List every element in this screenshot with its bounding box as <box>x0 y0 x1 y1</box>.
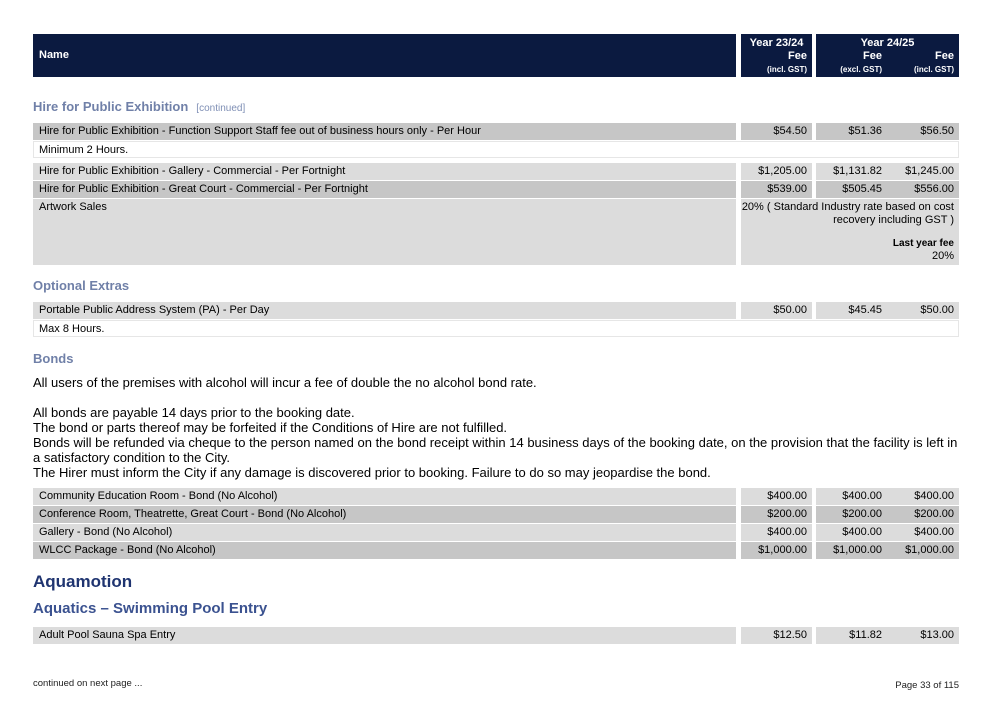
continued-label: [continued] <box>196 103 246 114</box>
table-header-year-2324 <box>741 34 812 77</box>
row-name: Portable Public Address System (PA) - Per Day <box>39 304 270 316</box>
row-fee-2324: $50.00 <box>773 304 807 316</box>
row-name: Hire for Public Exhibition - Gallery - Commercial - Per Fortnight <box>39 165 346 177</box>
row-fee-2324: $1,205.00 <box>758 165 807 177</box>
artwork-desc-line2: recovery including GST ) <box>833 214 954 226</box>
header-year2-sub-incl: (incl. GST) <box>914 65 954 74</box>
header-year2-fee-incl: Fee <box>935 50 954 62</box>
row-fee-2324: $54.50 <box>773 125 807 137</box>
artwork-sales-row <box>33 199 736 265</box>
bonds-paragraph-2: All bonds are payable 14 days prior to the booking date. <box>33 405 355 420</box>
bonds-paragraph-3: The bond or parts thereof may be forfeited if the Conditions of Hire are not fulfilled. <box>33 420 508 435</box>
row-fee-incl: $1,000.00 <box>905 544 954 556</box>
heading-aquatics-pool-entry: Aquatics – Swimming Pool Entry <box>33 600 268 617</box>
row-name: Hire for Public Exhibition - Function Support Staff fee out of business hours only - Per Hour <box>39 125 481 137</box>
row-fee-excl: $11.82 <box>849 629 882 641</box>
row-fee-excl: $400.00 <box>842 526 882 538</box>
artwork-sales-name: Artwork Sales <box>39 201 107 213</box>
last-year-fee-label: Last year fee <box>892 238 954 249</box>
heading-aquamotion: Aquamotion <box>33 572 133 591</box>
section-title-hire-text: Hire for Public Exhibition <box>33 99 189 114</box>
artwork-sales-fee <box>741 199 959 265</box>
row-fee-excl: $1,131.82 <box>833 165 882 177</box>
row-note-text: Max 8 Hours. <box>39 323 105 335</box>
row-fee-incl: $13.00 <box>920 629 954 641</box>
header-name-label: Name <box>39 49 69 61</box>
bonds-paragraph-4: Bonds will be refunded via cheque to the person named on the bond receipt within 14 business days of the booking date, on the provision that the facility is left in a satisfactory condition to the City. <box>33 435 958 465</box>
row-fee-2324: $400.00 <box>767 526 807 538</box>
bonds-paragraph-1: All users of the premises with alcohol will incur a fee of double the no alcohol bond rate. <box>33 375 537 390</box>
artwork-desc-line1: 20% ( Standard Industry rate based on cost <box>741 201 954 213</box>
row-fee-incl: $50.00 <box>920 304 954 316</box>
row-fee-2324: $539.00 <box>767 183 807 195</box>
row-fee-excl: $45.45 <box>848 304 882 316</box>
row-fee-excl: $505.45 <box>842 183 882 195</box>
header-year1-fee: Fee <box>788 50 807 62</box>
row-name: Conference Room, Theatrette, Great Court - Bond (No Alcohol) <box>39 508 347 520</box>
footer-continued: continued on next page ... <box>33 678 143 689</box>
row-name: Adult Pool Sauna Spa Entry <box>39 629 176 641</box>
row-fee-excl: $1,000.00 <box>833 544 882 556</box>
row-fee-incl: $200.00 <box>914 508 954 520</box>
header-year2-label: Year 24/25 <box>860 37 915 49</box>
row-fee-excl: $200.00 <box>842 508 882 520</box>
row-note <box>33 320 959 337</box>
bonds-paragraph-5: The Hirer must inform the City if any damage is discovered prior to booking. Failure to do so may jeopardise the bond. <box>33 465 711 480</box>
row-name: Gallery - Bond (No Alcohol) <box>39 526 173 538</box>
header-year1-label: Year 23/24 <box>749 37 804 49</box>
header-year1-sub: (incl. GST) <box>767 65 807 74</box>
row-name: WLCC Package - Bond (No Alcohol) <box>39 544 216 556</box>
row-name: Hire for Public Exhibition - Great Court - Commercial - Per Fortnight <box>39 183 368 195</box>
row-fee-2324: $200.00 <box>767 508 807 520</box>
row-fee-2324: $12.50 <box>773 629 807 641</box>
section-title-bonds-text: Bonds <box>33 351 74 366</box>
row-fee-2324: $1,000.00 <box>758 544 807 556</box>
row-fee-incl: $400.00 <box>914 490 954 502</box>
row-fee-excl: $400.00 <box>842 490 882 502</box>
row-fee-incl: $1,245.00 <box>905 165 954 177</box>
last-year-fee-value: 20% <box>931 250 954 262</box>
section-title-bonds <box>33 351 73 366</box>
row-note <box>33 141 959 158</box>
header-year2-sub-excl: (excl. GST) <box>840 65 882 74</box>
row-fee-incl: $556.00 <box>914 183 954 195</box>
section-title-optional-text: Optional Extras <box>33 278 130 293</box>
row-fee-2324: $400.00 <box>767 490 807 502</box>
header-year2-fee-excl: Fee <box>863 50 882 62</box>
table-header-name <box>33 34 736 77</box>
section-title-hire <box>33 99 245 114</box>
row-fee-incl: $56.50 <box>920 125 954 137</box>
row-fee-excl: $51.36 <box>848 125 882 137</box>
row-fee-incl: $400.00 <box>914 526 954 538</box>
footer-page-number: Page 33 of 115 <box>895 680 959 691</box>
row-name: Community Education Room - Bond (No Alcohol) <box>39 490 278 502</box>
section-title-optional <box>33 278 129 293</box>
table-header-year-2425 <box>816 34 959 77</box>
row-note-text: Minimum 2 Hours. <box>39 144 129 156</box>
